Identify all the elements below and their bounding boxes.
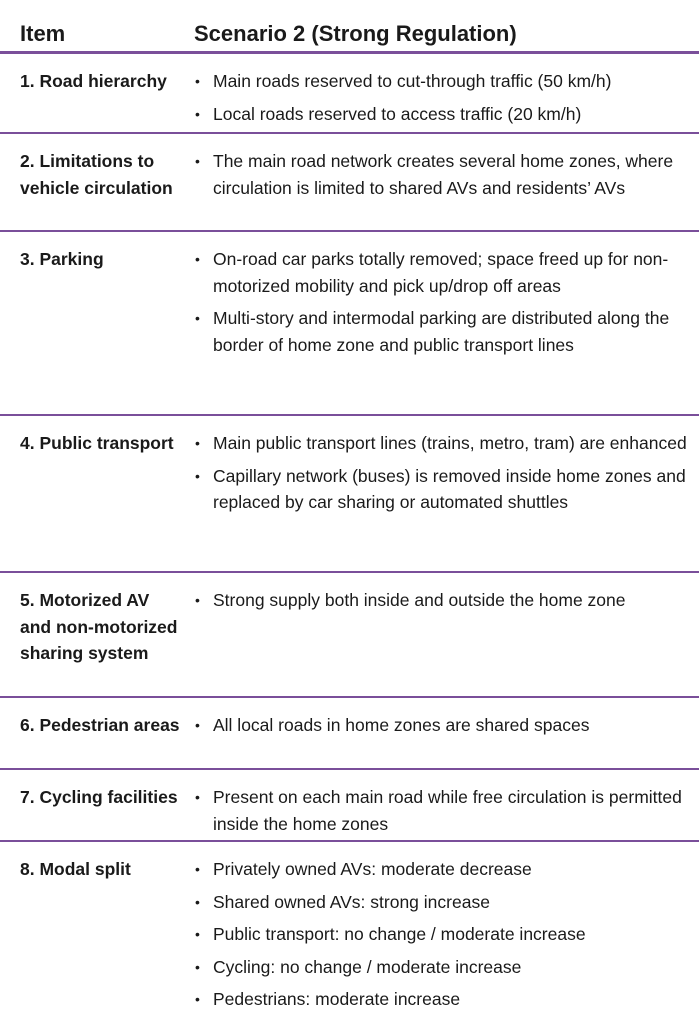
row-bullets xyxy=(193,68,689,127)
row-item-label: 3. Parking xyxy=(20,249,104,269)
list-item: • Local roads reserved to access traffic (20 km/h) xyxy=(195,103,582,124)
list-item: • Public transport: no change / moderate increase xyxy=(195,924,586,944)
row-item-label: 1. Road hierarchy xyxy=(20,71,167,91)
table-header xyxy=(0,0,699,54)
row-item-label: 7. Cycling facilities xyxy=(20,787,178,807)
row-item-label: 8. Modal split xyxy=(20,859,131,879)
table-row xyxy=(0,573,699,698)
list-item: • Shared owned AVs: strong increase xyxy=(195,891,490,912)
table-row xyxy=(0,54,699,134)
list-item: • All local roads in home zones are shared spaces xyxy=(195,715,590,735)
row-bullets xyxy=(193,712,689,739)
table-row xyxy=(0,842,699,1024)
header-item: Item xyxy=(20,21,66,46)
row-item-label: 5. Motorized AV and non-motorized sharing system xyxy=(20,590,178,663)
row-item-label: 2. Limitations to vehicle circulation xyxy=(20,151,173,198)
list-item: • Privately owned AVs: moderate decrease xyxy=(195,859,532,879)
header-scenario: Scenario 2 (Strong Regulation) xyxy=(194,21,517,46)
list-item: • Main roads reserved to cut-through traffic (50 km/h) xyxy=(195,71,612,91)
table-row xyxy=(0,770,699,842)
table-row xyxy=(0,416,699,573)
list-item: • Main public transport lines (trains, metro, tram) are enhanced xyxy=(195,433,687,453)
list-item: • Strong supply both inside and outside the home zone xyxy=(195,590,626,610)
row-item-label: 6. Pedestrian areas xyxy=(20,715,180,735)
list-item: • Pedestrians: moderate increase xyxy=(195,989,461,1009)
row-item-label: 4. Public transport xyxy=(20,433,174,453)
list-item: • The main road network creates several home zones, where circulation is limited to shared AVs and residents’ AVs xyxy=(195,151,674,198)
row-bullets xyxy=(193,246,689,358)
table-row xyxy=(0,232,699,416)
row-bullets xyxy=(193,430,689,516)
list-item: • On-road car parks totally removed; space freed up for non-motorized mobility and pick up/drop off areas xyxy=(195,249,669,296)
list-item: • Cycling: no change / moderate increase xyxy=(195,956,522,977)
table-row xyxy=(0,134,699,232)
list-item: • Capillary network (buses) is removed inside home zones and replaced by car sharing or automated shuttles xyxy=(195,465,686,512)
list-item: • Present on each main road while free circulation is permitted inside the home zones xyxy=(195,787,682,834)
row-bullets xyxy=(193,587,689,614)
row-bullets xyxy=(193,148,689,201)
list-item: • Multi-story and intermodal parking are distributed along the border of home zone and public transport lines xyxy=(195,308,670,355)
row-bullets xyxy=(193,784,689,837)
table-row xyxy=(0,698,699,770)
row-bullets xyxy=(193,856,689,1013)
